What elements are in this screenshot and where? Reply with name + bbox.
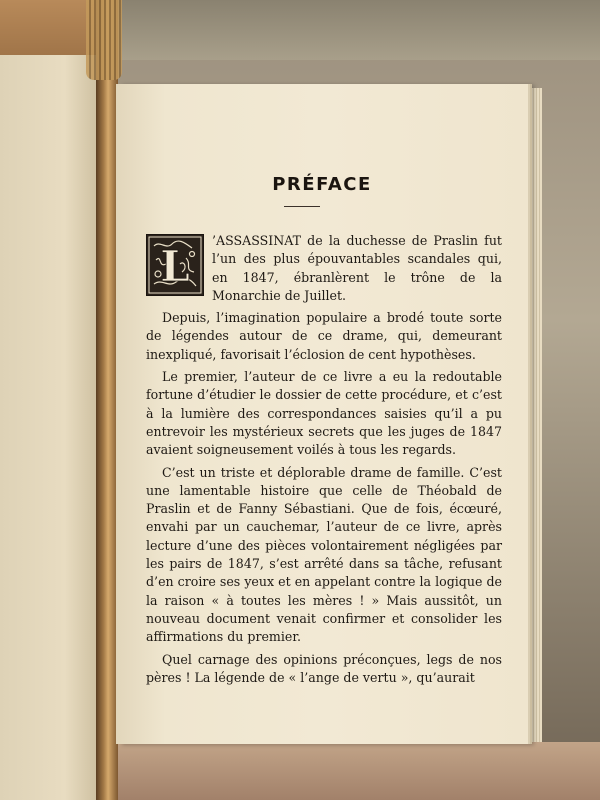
paragraph-1: [146, 232, 502, 305]
title-divider: [284, 206, 320, 207]
paragraph-3: Le premier, l’auteur de ce livre a eu la redoutable fortune d’étudier le dossier de cette procédure, et c’est à la lumière des correspondances saisies qu’il a pu entrevoir les mystérieux secrets que les juges de 1847 avaient soigneusement voilés à tous les regards.: [146, 369, 502, 458]
page-edges: [528, 88, 542, 742]
page-title: PRÉFACE: [272, 174, 372, 195]
preface-text: [146, 232, 502, 691]
paragraph-1-text: ’ASSASSINAT de la duchesse de Praslin fut l’un des plus épouvantables scandales qui, en 1847, ébranlèrent le trône de la Monarchie de Juillet.: [212, 233, 502, 303]
paragraph-5: Quel carnage des opinions préconçues, legs de nos pères ! La légende de « l’ange de vertu », qu’aurait: [146, 651, 502, 685]
dropcap-letter: L: [160, 242, 190, 291]
paragraph-4: C’est un triste et déplorable drame de famille. C’est une lamentable histoire que celle de Théobald de Praslin et de Fanny Sébastiani. Que de fois, écœuré, envahi par un cauchemar, l’auteur de ce livre, après lecture d’une des pièces volontairement négligées par les pairs de 1847, s’est arrêté dans sa tâche, refusant d’en croire ses yeux et en appelant contre la logique de la raison « à toutes les mères ! » Mais aussitôt, un nouveau document venait confirmer et consolider les affirmations du premier.: [146, 464, 502, 645]
paragraph-2: Depuis, l’imagination populaire a brodé toute sorte de légendes autour de ce drame, qui, demeurant inexpliqué, favorisait l’éclosion de cent hypothèses.: [146, 310, 502, 362]
ornamental-dropcap-icon: [146, 234, 204, 296]
left-page: [0, 55, 108, 800]
book-spine: [96, 0, 118, 800]
book-headband: [86, 0, 122, 80]
